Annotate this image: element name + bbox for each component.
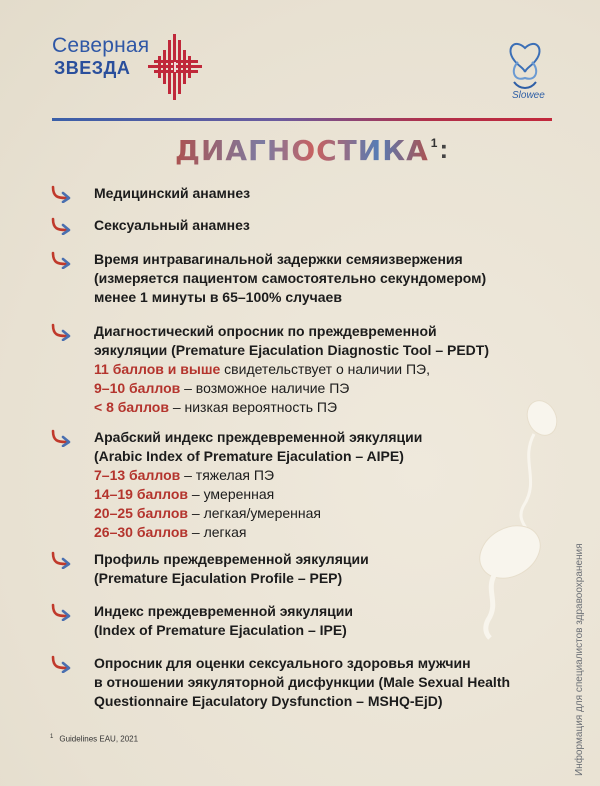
list-item-body — [94, 550, 544, 588]
score-line — [94, 360, 544, 379]
list-item-title-line: в отношении эякуляторной дисфункции (Male Sexual Health — [94, 674, 511, 690]
list-item-title-line: Диагностический опросник по преждевременной — [94, 323, 437, 339]
list-item-title-line: менее 1 минуты в 65–100% случаев — [94, 289, 342, 305]
score-line — [94, 379, 544, 398]
list-item-title-line: (Premature Ejaculation Profile – PEP) — [94, 570, 343, 586]
score-value: 11 баллов и выше — [94, 361, 221, 377]
list-item-title-line: Профиль преждевременной эякуляции — [94, 551, 369, 567]
curved-arrow-icon — [50, 217, 72, 235]
list-item-body — [94, 250, 544, 307]
list-item-body — [94, 602, 544, 640]
score-description: – возможное наличие ПЭ — [180, 380, 350, 396]
score-value: < 8 баллов — [94, 399, 169, 415]
score-description: свидетельствует о наличии ПЭ, — [220, 361, 431, 377]
curved-arrow-icon — [50, 251, 72, 269]
score-line — [94, 504, 544, 523]
list-item-title-line: (Index of Premature Ejaculation – IPE) — [94, 622, 347, 638]
score-description: – низкая вероятность ПЭ — [168, 399, 338, 415]
score-value: 7–13 баллов — [94, 467, 181, 483]
title-colon: : — [439, 134, 449, 164]
logo-text-line1: Северная — [52, 34, 150, 57]
list-item-body — [94, 428, 544, 542]
page-title — [175, 134, 448, 174]
list-item-title-line: Арабский индекс преждевременной эякуляции — [94, 429, 423, 445]
header-divider — [52, 118, 552, 121]
curved-arrow-icon — [50, 429, 72, 447]
score-description: – легкая — [188, 524, 247, 540]
curved-arrow-icon — [50, 655, 72, 673]
curved-arrow-icon — [50, 185, 72, 203]
score-value: 9–10 баллов — [94, 380, 181, 396]
list-item-title-line: Questionnaire Ejaculatory Dysfunction – MSHQ-EjD) — [94, 693, 443, 709]
page-title-text: ДИАГНОСТИКА — [175, 134, 429, 167]
logo-star-cross-icon — [148, 32, 204, 102]
severnaya-zvezda-logo — [52, 32, 202, 104]
list-item-title-line: (измеряется пациентом самостоятельно секундомером) — [94, 270, 487, 286]
vertical-disclaimer: Информация для специалистов здравоохранения — [574, 543, 585, 776]
score-description: – умеренная — [188, 486, 275, 502]
footnote-ref: 1 — [50, 734, 54, 740]
score-line — [94, 485, 544, 504]
title-footnote-ref: 1 — [430, 136, 438, 150]
list-item-title-line: Медицинский анамнез — [94, 185, 251, 201]
footnote — [50, 734, 138, 744]
score-line — [94, 466, 544, 485]
score-line — [94, 523, 544, 542]
list-item-title-line: эякуляции (Premature Ejaculation Diagnostic Tool – PEDT) — [94, 342, 490, 358]
list-item-title-line: Время интравагинальной задержки семяизвержения — [94, 251, 463, 267]
footnote-text: Guidelines EAU, 2021 — [59, 734, 139, 744]
list-item-title-line: Сексуальный анамнез — [94, 217, 250, 233]
slowee-logo-text: Slowee — [512, 90, 545, 101]
list-item-title-line: (Arabic Index of Premature Ejaculation – AIPE) — [94, 448, 404, 464]
score-description: – легкая/умеренная — [188, 505, 321, 521]
score-description: – тяжелая ПЭ — [180, 467, 275, 483]
score-value: 14–19 баллов — [94, 486, 189, 502]
list-item-body — [94, 216, 544, 235]
logo-text-line2: ЗВЕЗДА — [54, 58, 131, 78]
list-item-body — [94, 322, 544, 417]
list-item-body — [94, 654, 544, 711]
list-item-body — [94, 184, 544, 203]
list-item-title-line: Индекс преждевременной эякуляции — [94, 603, 353, 619]
score-value: 26–30 баллов — [94, 524, 189, 540]
score-line — [94, 398, 544, 417]
list-item-title-line: Опросник для оценки сексуального здоровья мужчин — [94, 655, 471, 671]
curved-arrow-icon — [50, 323, 72, 341]
score-value: 20–25 баллов — [94, 505, 189, 521]
curved-arrow-icon — [50, 603, 72, 621]
curved-arrow-icon — [50, 551, 72, 569]
